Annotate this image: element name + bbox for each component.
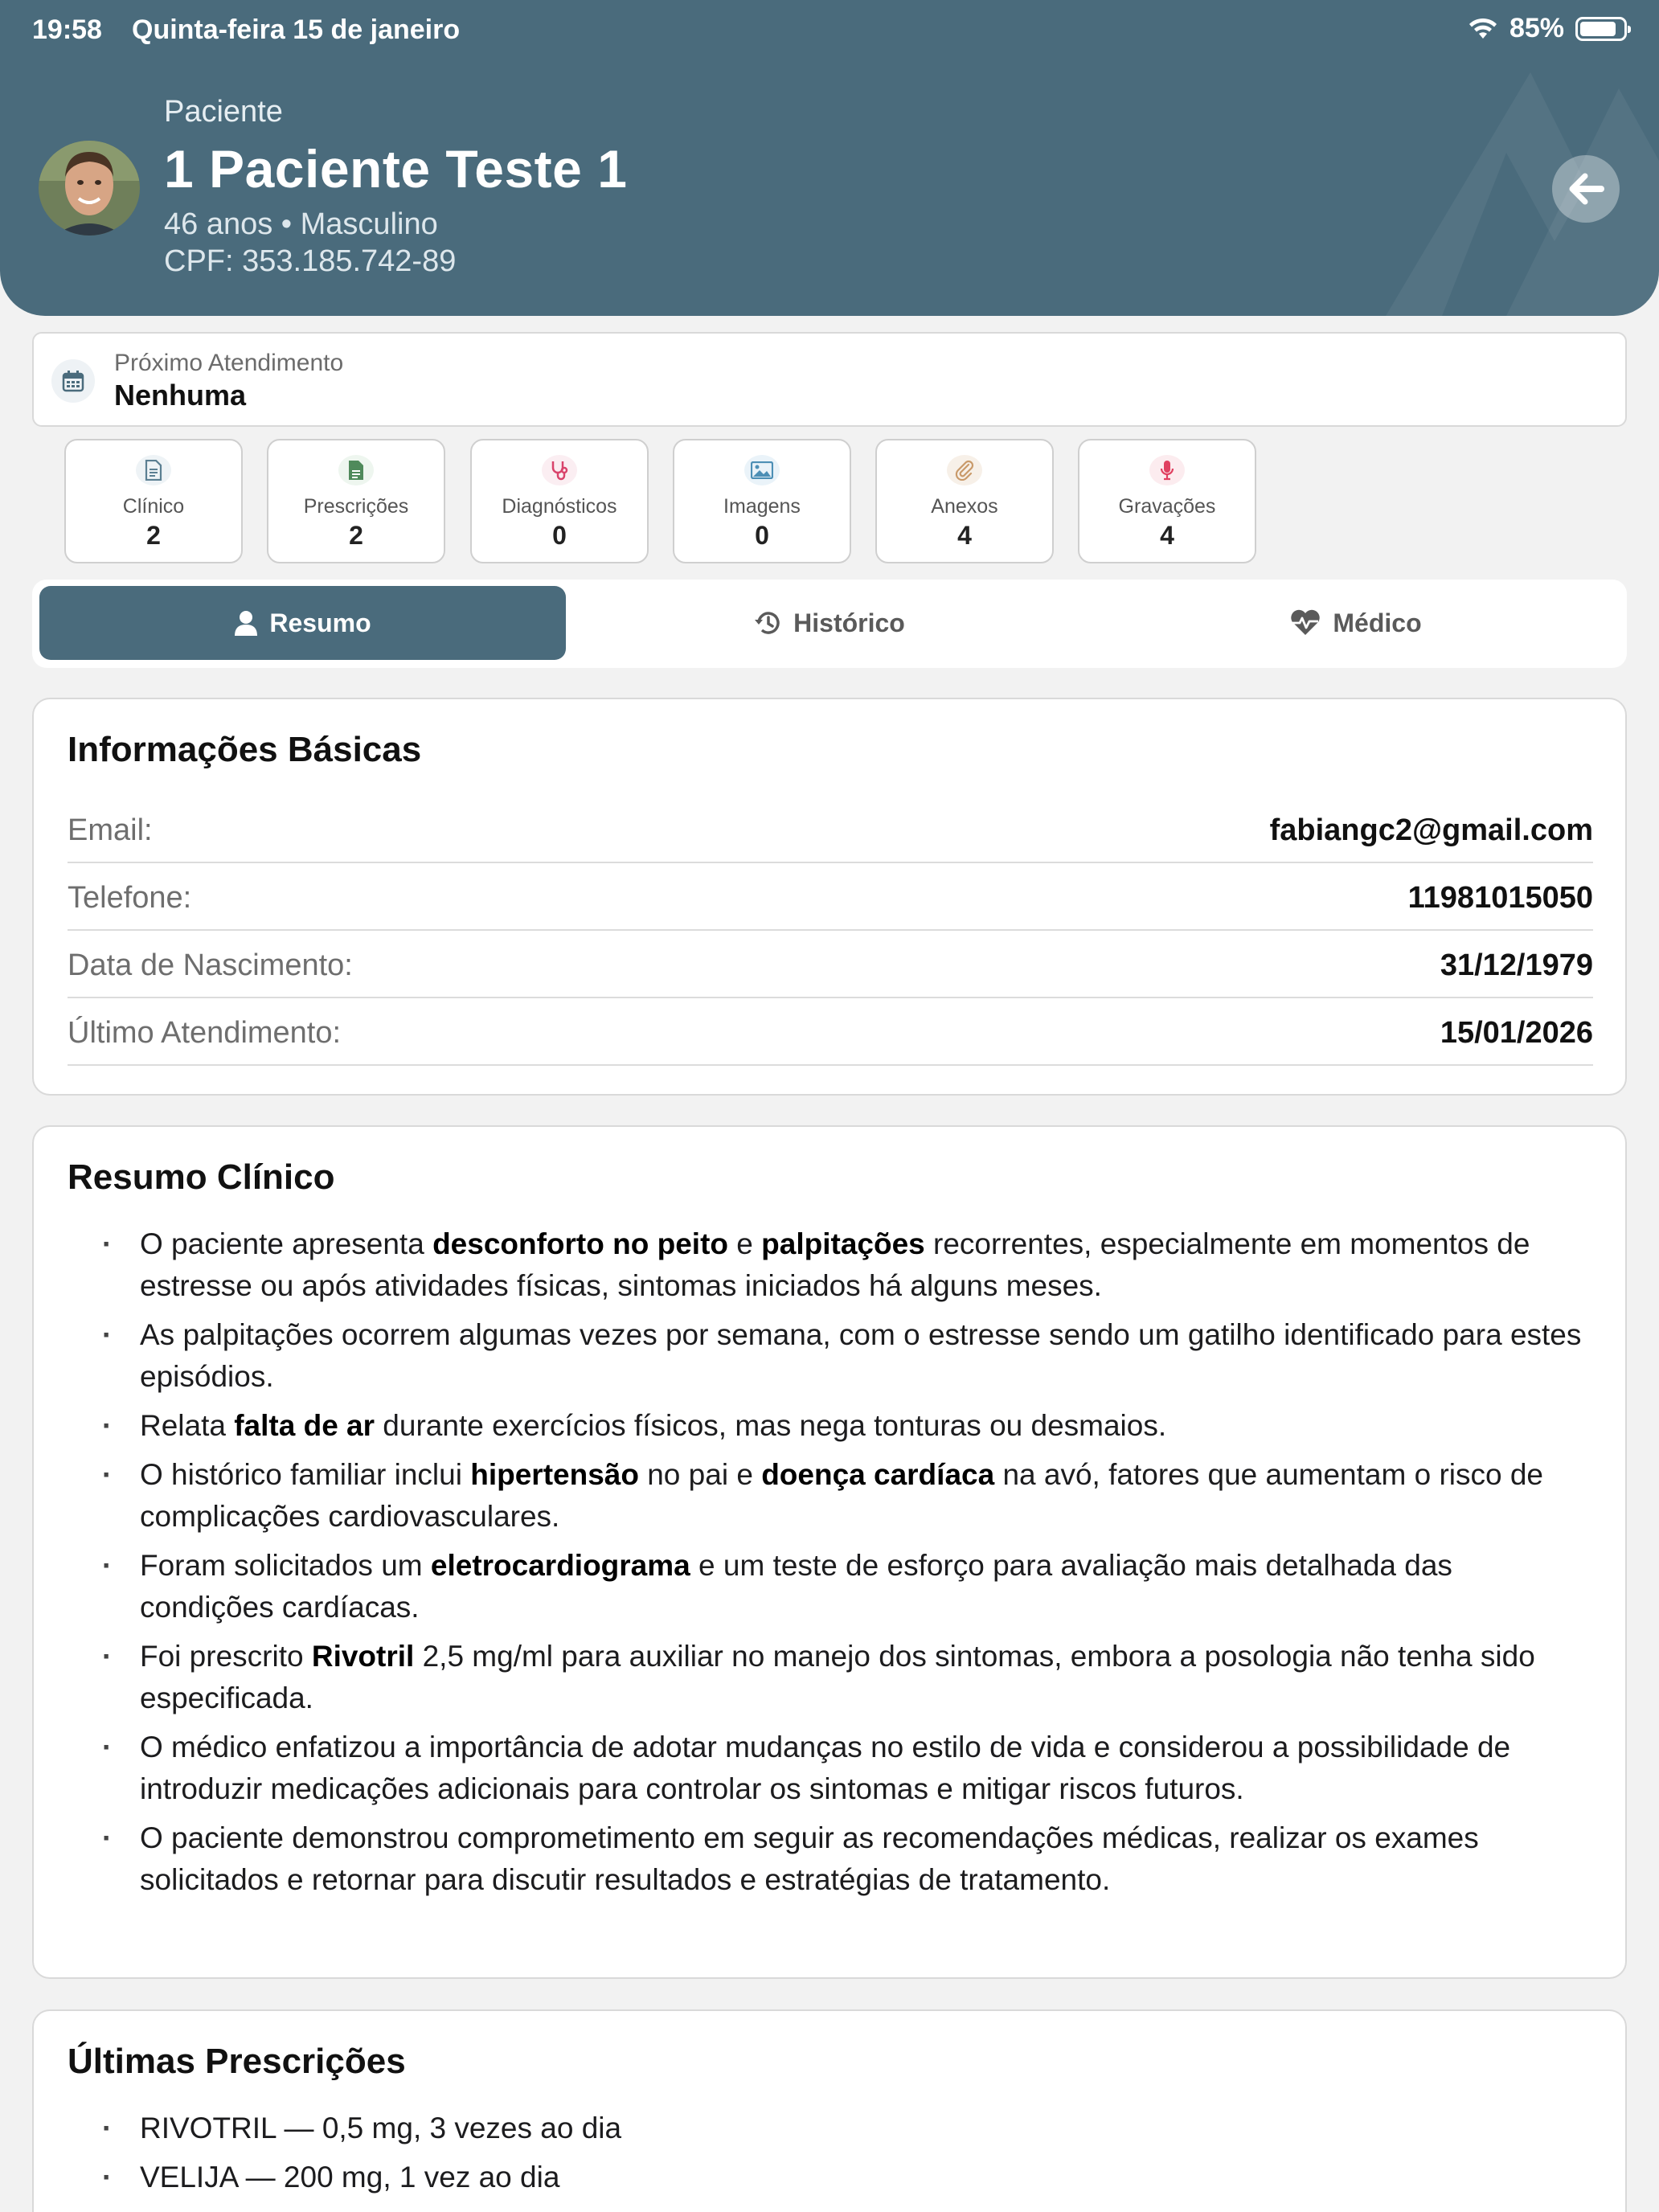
prescriptions-list	[68, 2108, 1593, 2206]
prescriptions-card	[32, 2009, 1627, 2212]
clinical-summary-list	[68, 1223, 1593, 1908]
summary-text: e	[728, 1227, 762, 1260]
stat-value: 4	[1160, 521, 1174, 550]
summary-text: na avó, fatores que aumentam o risco de complicações cardiovasculares.	[140, 1458, 1544, 1533]
info-row-phone	[68, 863, 1593, 931]
stat-diagnosticos[interactable]	[470, 439, 649, 563]
tab-bar	[32, 580, 1627, 668]
clinical-summary-card	[32, 1125, 1627, 1979]
summary-highlight: hipertensão	[470, 1458, 639, 1491]
summary-text: e um teste de esforço para avaliação mais detalhada das condições cardíacas.	[140, 1549, 1452, 1624]
stat-label: Diagnósticos	[502, 495, 617, 518]
status-bar	[0, 0, 1659, 59]
arrow-left-icon	[1567, 173, 1604, 205]
summary-item	[68, 1727, 1593, 1810]
summary-text: no pai e	[638, 1458, 762, 1491]
info-key: Último Atendimento:	[68, 1016, 342, 1050]
tab-label: Resumo	[269, 608, 371, 637]
summary-text: 2,5 mg/ml para auxiliar no manejo dos sintomas, embora a posologia não tenha sido especificada.	[140, 1640, 1535, 1714]
stat-clinico[interactable]	[64, 439, 243, 563]
summary-text: O paciente apresenta	[140, 1227, 433, 1260]
summary-text: Foi prescrito	[140, 1640, 312, 1673]
info-key: Email:	[68, 813, 153, 847]
summary-highlight: Rivotril	[311, 1640, 415, 1673]
stat-value: 2	[146, 521, 161, 550]
info-row-birthdate	[68, 931, 1593, 998]
tab-label: Médico	[1333, 608, 1422, 637]
summary-text: O paciente demonstrou comprometimento em seguir as recomendações médicas, realizar os exames solicitados e retornar para discutir resultados e estratégias de tratamento.	[140, 1821, 1479, 1896]
wifi-icon	[1468, 17, 1498, 41]
summary-highlight: doença cardíaca	[761, 1458, 995, 1491]
summary-item	[68, 1636, 1593, 1719]
status-date: Quinta-feira 15 de janeiro	[132, 14, 461, 45]
microphone-icon	[1149, 455, 1185, 485]
heart-pulse-icon	[1289, 609, 1321, 637]
tab-resumo[interactable]	[39, 586, 566, 660]
summary-text: durante exercícios físicos, mas nega tonturas ou desmaios.	[375, 1409, 1167, 1442]
stat-label: Imagens	[723, 495, 801, 518]
paperclip-icon	[947, 455, 982, 485]
clinical-document-icon	[136, 455, 171, 485]
summary-item	[68, 1454, 1593, 1538]
prescriptions-title: Últimas Prescrições	[68, 2042, 406, 2081]
avatar	[39, 141, 140, 236]
battery-percent: 85%	[1509, 13, 1564, 43]
tab-label: Histórico	[793, 608, 905, 637]
info-value[interactable]: fabiangc2@gmail.com	[1269, 813, 1593, 847]
stat-label: Prescrições	[303, 495, 409, 518]
status-time: 19:58	[32, 14, 102, 45]
battery-icon	[1575, 17, 1627, 41]
patient-header	[0, 0, 1659, 316]
image-icon	[744, 455, 780, 485]
info-value: 31/12/1979	[1440, 948, 1593, 982]
info-key: Telefone:	[68, 881, 192, 915]
stat-label: Anexos	[931, 495, 998, 518]
prescription-item: · RIVOTRIL — 0,5 mg, 3 vezes ao dia	[68, 2108, 1593, 2149]
patient-label: Paciente	[164, 95, 283, 129]
summary-text: O médico enfatizou a importância de adotar mudanças no estilo de vida e considerou a possibilidade de introduzir medicações adicionais para controlar os sintomas e mitigar riscos futuros.	[140, 1731, 1511, 1805]
stat-anexos[interactable]	[875, 439, 1054, 563]
prescription-file-icon	[338, 455, 374, 485]
next-appointment-card[interactable]	[32, 332, 1627, 427]
status-indicators	[1468, 13, 1627, 44]
basic-info-card	[32, 698, 1627, 1096]
summary-item	[68, 1405, 1593, 1447]
summary-text: O histórico familiar inclui	[140, 1458, 471, 1491]
info-key: Data de Nascimento:	[68, 948, 353, 982]
stat-value: 2	[349, 521, 363, 550]
stat-value: 0	[755, 521, 769, 550]
stat-label: Gravações	[1118, 495, 1216, 518]
patient-name: 1 Paciente Teste 1	[164, 139, 628, 199]
stat-label: Clínico	[122, 495, 185, 518]
stat-imagens[interactable]	[673, 439, 851, 563]
summary-highlight: palpitações	[761, 1227, 925, 1260]
patient-age-gender: 46 anos • Masculino	[164, 207, 438, 241]
history-icon	[753, 609, 782, 637]
stat-gravacoes[interactable]	[1078, 439, 1256, 563]
info-row-last-visit	[68, 998, 1593, 1066]
summary-highlight: eletrocardiograma	[430, 1549, 690, 1582]
stat-value: 4	[957, 521, 972, 550]
clinical-summary-title: Resumo Clínico	[68, 1157, 335, 1197]
summary-text: Relata	[140, 1409, 235, 1442]
info-row-email	[68, 796, 1593, 863]
summary-item	[68, 1817, 1593, 1901]
summary-highlight: falta de ar	[234, 1409, 375, 1442]
calendar-icon	[51, 359, 95, 403]
user-icon	[234, 610, 258, 636]
info-value[interactable]: 11981015050	[1407, 881, 1593, 915]
summary-text: recorrentes, especialmente em momentos de estresse ou após atividades físicas, sintomas iniciados há alguns meses.	[140, 1227, 1530, 1302]
info-value: 15/01/2026	[1440, 1016, 1593, 1050]
patient-cpf: CPF: 353.185.742-89	[164, 244, 457, 278]
summary-item	[68, 1223, 1593, 1307]
basic-info-title: Informações Básicas	[68, 730, 422, 769]
stat-value: 0	[552, 521, 567, 550]
tab-medico[interactable]	[1092, 586, 1619, 660]
next-appointment-value: Nenhuma	[114, 379, 247, 412]
next-appointment-label: Próximo Atendimento	[114, 350, 344, 376]
summary-item	[68, 1314, 1593, 1398]
summary-text: As palpitações ocorrem algumas vezes por semana, com o estresse sendo um gatilho identificado para estes episódios.	[140, 1318, 1582, 1393]
stat-prescricoes[interactable]	[267, 439, 445, 563]
tab-historico[interactable]	[566, 586, 1092, 660]
summary-highlight: desconforto no peito	[432, 1227, 729, 1260]
summary-text: Foram solicitados um	[140, 1549, 431, 1582]
summary-item	[68, 1545, 1593, 1628]
stethoscope-icon	[542, 455, 577, 485]
back-button[interactable]	[1552, 155, 1620, 223]
prescription-item: · VELIJA — 200 mg, 1 vez ao dia	[68, 2157, 1593, 2198]
